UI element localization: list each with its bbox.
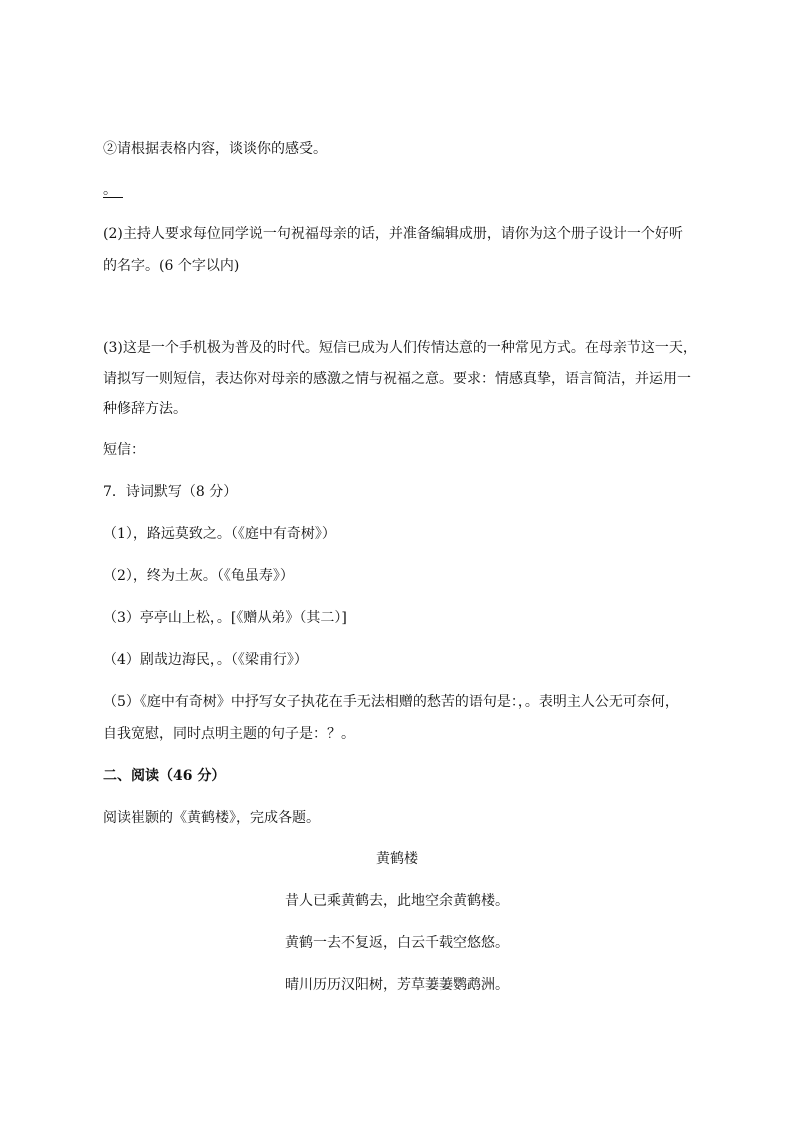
poem-line-3: 晴川历历汉阳树，芳草萋萋鹦鹉洲。 [285,977,509,993]
question-7-item-5-line-2: 自我宽慰，同时点明主题的句子是：？。 [103,726,355,742]
question-7-item-3: （3）亭亭山上松，。[《赠从弟》（其二）] [103,610,347,626]
question-6-b-line-2: 的名字。(6 个字以内) [103,258,240,274]
question-7-title: 7．诗词默写（8 分） [103,484,238,500]
poem-line-1: 昔人已乘黄鹤去，此地空余黄鹤楼。 [285,893,509,909]
question-7-item-2: （2），终为土灰。（《龟虽寿》） [103,568,294,584]
question-7-item-1: （1），路远莫致之。（《庭中有奇树》） [103,526,336,542]
question-6-b-line-1: (2)主持人要求每位同学说一句祝福母亲的话，并准备编辑成册，请你为这个册子设计一个好听 [103,226,683,242]
reading-intro: 阅读崔颢的《黄鹤楼》，完成各题。 [103,810,320,826]
question-6-2-prompt: ②请根据表格内容，谈谈你的感受。 [103,141,327,157]
answer-blank [103,180,123,200]
question-6-c-line-1: (3)这是一个手机极为普及的时代。短信已成为人们传情达意的一种常见方式。在母亲节这一天， [103,340,697,356]
poem-line-2: 黄鹤一去不复返，白云千载空悠悠。 [285,935,509,951]
question-6-c-line-3: 种修辞方法。 [103,401,187,417]
question-7-item-4: （4）剧哉边海民，。（《梁甫行》） [103,652,308,668]
question-7-item-5-line-1: （5）《庭中有奇树》中抒写女子执花在手无法相赠的愁苦的语句是：，。表明主人公无可奈何， [103,694,679,710]
sms-label: 短信： [103,442,145,458]
poem-title: 黄鹤楼 [376,851,418,867]
answer-blank-period: 。 [103,183,123,198]
question-6-c-line-2: 请拟写一则短信，表达你对母亲的感激之情与祝福之意。要求：情感真挚，语言简洁，并运用一 [103,371,691,387]
section-2-title: 二、阅读（46 分） [103,768,226,784]
